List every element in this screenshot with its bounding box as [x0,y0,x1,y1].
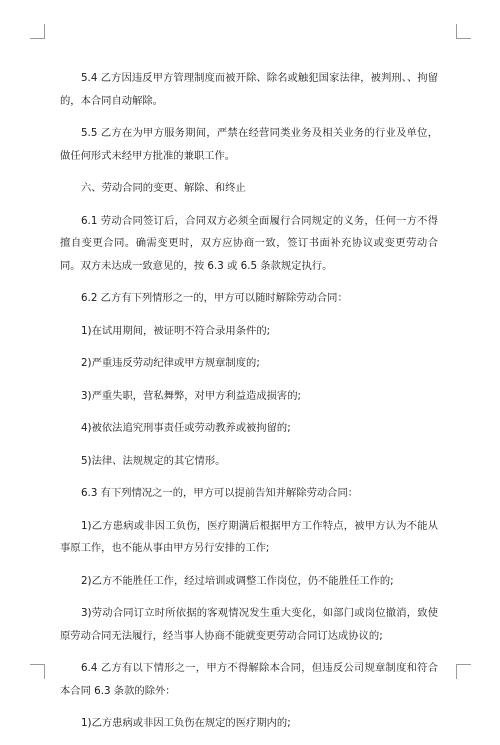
list-item-6-2-2: 2)严重违反劳动纪律或甲方规章制度的; [81,357,260,369]
list-item-6-3-2: 2)乙方不能胜任工作，经过培训或调整工作岗位，仍不能胜任工作的; [81,574,394,587]
section-heading-6: 六、劳动合同的变更、解除、和终止 [81,182,246,194]
list-item-6-4-1: 1)乙方患病或非因工负伤在规定的医疗期内的; [81,717,291,729]
crop-mark-top-right [456,24,471,39]
list-item-6-3-3: 3)劳动合同订立时所依据的客观情况发生重大变化，如部门或岗位撤消，致使原劳动合同无法履行，经当事人协商不能就变更劳动合同订达成协议的; [60,607,438,642]
paragraph-5-5: 5.5 乙方在为甲方服务期间，严禁在经营同类业务及相关业务的行业及单位，做任何形式未经甲方批准的兼职工作。 [60,127,438,162]
paragraph-6-1: 6.1 劳动合同签订后，合同双方必须全面履行合同规定的义务，任何一方不得擅自变更合同。确需变更时，双方应协商一致，签订书面补充协议或变更劳动合同。双方未达成一致意见的，按 6.3 或 6.5 条款规定执行。 [60,214,438,272]
list-item-6-2-3: 3)严重失职，营私舞弊，对甲方利益造成损害的; [81,389,301,402]
paragraph-5-4: 5.4 乙方因违反甲方管理制度而被开除、除名或触犯国家法律，被判刑、、拘留的，本合同自动解除。 [60,72,438,107]
paragraph-6-3: 6.3 有下列情况之一的，甲方可以提前告知并解除劳动合同： [81,487,359,499]
list-item-6-3-1: 1)乙方患病或非因工负伤，医疗期满后根据甲方工作特点，被甲方认为不能从事原工作，也不能从事由甲方另行安排的工作; [60,519,438,554]
document-body [60,67,438,745]
crop-mark-bottom-left [30,664,45,679]
list-item-6-2-5: 5)法律、法规规定的其它情形。 [81,454,226,467]
crop-mark-bottom-right [456,664,471,679]
crop-mark-top-left [30,24,45,39]
paragraph-6-2: 6.2 乙方有下列情形之一的，甲方可以随时解除劳动合同： [81,292,348,304]
paragraph-6-4: 6.4 乙方有以下情形之一，甲方不得解除本合同，但违反公司规章制度和符合本合同 6.3 条款的除外： [60,662,438,697]
list-item-6-2-4: 4)被依法追究刑事责任或劳动教养或被拘留的; [81,422,291,434]
list-item-6-2-1: 1)在试用期间，被证明不符合录用条件的; [81,324,271,337]
